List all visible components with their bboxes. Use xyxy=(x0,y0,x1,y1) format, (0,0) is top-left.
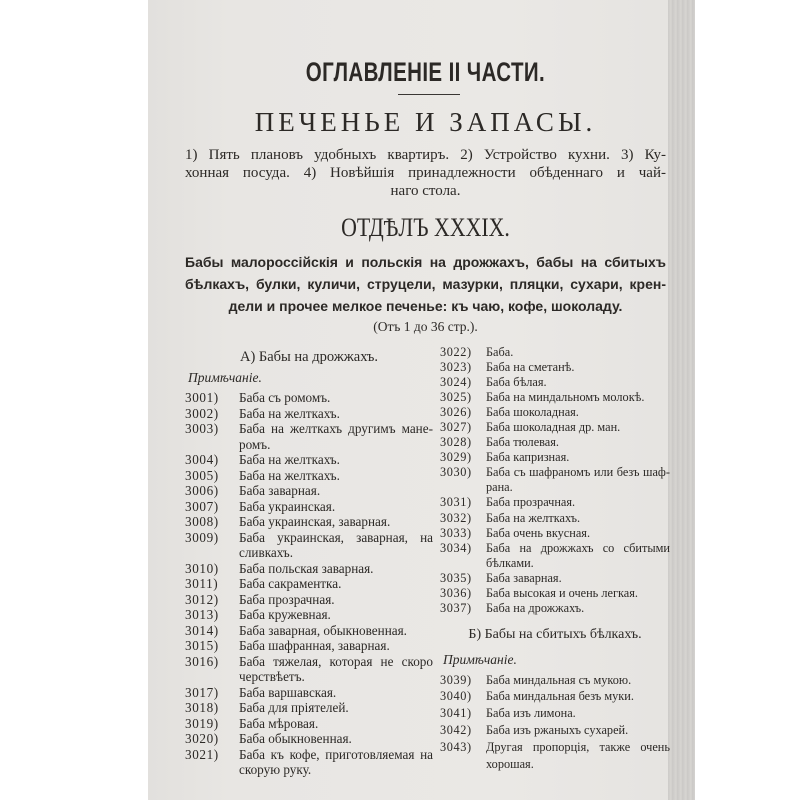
entry-number: 3001) xyxy=(185,390,219,405)
entry-number: 3012) xyxy=(185,591,219,607)
toc-entry xyxy=(440,465,670,480)
entry-number: 3014) xyxy=(185,622,219,638)
toc-entry xyxy=(440,420,670,435)
part-subtitle: ПЕЧЕНЬЕ И ЗАПАСЫ. xyxy=(254,107,597,137)
entry-number: 3043) xyxy=(440,739,472,754)
entry-number: 3028) xyxy=(440,435,472,450)
toc-entry xyxy=(440,739,670,756)
entry-title: Баба мѣровая. xyxy=(239,715,319,731)
description-line: дели и прочее мелкое печенье: къ чаю, кофе, шоколаду. xyxy=(228,298,623,314)
entry-number: 3035) xyxy=(440,570,472,585)
left-column-note: Примѣчаніе. xyxy=(188,370,262,385)
toc-entry xyxy=(440,601,670,616)
toc-entry xyxy=(440,688,670,705)
entry-title: Баба. xyxy=(486,344,514,359)
toc-entry xyxy=(185,452,433,468)
entry-number: 3004) xyxy=(185,452,219,467)
entry-title: Баба польская заварная. xyxy=(239,560,374,576)
toc-entry xyxy=(185,390,433,406)
description-line: Бабы малороссійскія и польскія на дрожжахъ, бабы на сбитыхъ xyxy=(185,254,666,270)
entry-number: 3030) xyxy=(440,465,472,480)
right-subsection-note: Примѣчаніе. xyxy=(443,652,517,667)
entry-title: Баба обыкновенная. xyxy=(239,731,352,746)
entry-title: Баба на желткахъ. xyxy=(239,405,340,421)
entry-title: Баба шоколадная др. ман. xyxy=(486,419,621,434)
right-subsection-heading: Б) Бабы на сбитыхъ бѣлкахъ. xyxy=(468,627,642,642)
entry-number: 3010) xyxy=(185,560,219,576)
entry-title: Баба на сметанѣ. xyxy=(486,359,575,374)
entry-number: 3005) xyxy=(185,467,219,483)
toc-entry xyxy=(440,541,670,556)
entry-number: 3002) xyxy=(185,405,219,421)
entry-number: 3040) xyxy=(440,689,472,704)
toc-entry xyxy=(185,514,433,530)
entry-title: Баба украинская, заварная. xyxy=(239,514,391,529)
toc-entry xyxy=(185,685,433,701)
toc-entry xyxy=(440,435,670,450)
entry-title: Баба изъ ржаныхъ сухарей. xyxy=(486,722,629,737)
intro-line: наго стола. xyxy=(390,183,461,199)
toc-entry xyxy=(185,654,433,670)
page-range: (Отъ 1 до 36 стр.). xyxy=(373,319,478,334)
adjacent-pages-edge xyxy=(668,0,695,800)
entry-title: Баба бѣлая. xyxy=(486,374,547,389)
toc-entry xyxy=(185,638,433,654)
title-rule xyxy=(398,94,460,95)
contents-title: ОГЛАВЛЕНІЕ II ЧАСТИ. xyxy=(305,57,546,87)
entry-title: Баба съ шафраномъ или безъ шаф- xyxy=(486,465,670,480)
right-subsection-entries xyxy=(440,672,670,773)
entry-title: Баба миндальная безъ муки. xyxy=(486,689,634,704)
entry-title-continuation: сливкахъ. xyxy=(239,545,293,560)
entry-title-continuation: рана. xyxy=(486,480,513,495)
toc-entry xyxy=(185,700,433,716)
entry-number: 3022) xyxy=(440,344,472,359)
entry-title-continuation: хорошая. xyxy=(486,756,534,771)
entry-title: Баба высокая и очень легкая. xyxy=(486,586,638,600)
entry-number: 3029) xyxy=(440,450,472,465)
entry-title: Баба очень вкусная. xyxy=(486,525,591,540)
toc-entry xyxy=(185,576,433,592)
section-heading-block xyxy=(185,212,666,248)
entry-title: Баба тюлевая. xyxy=(486,435,559,450)
left-column-entries xyxy=(185,390,433,778)
entry-title: Баба для пріятелей. xyxy=(239,700,349,715)
left-column-heading: А) Бабы на дрожжахъ. xyxy=(239,349,379,365)
entry-title: Баба кружевная. xyxy=(239,607,331,622)
entry-number: 3003) xyxy=(185,421,219,436)
toc-entry xyxy=(185,421,433,437)
toc-entry xyxy=(440,672,670,689)
entry-title: Баба на желткахъ. xyxy=(239,467,340,483)
entry-number: 3034) xyxy=(440,540,472,555)
entry-number: 3027) xyxy=(440,419,472,434)
entry-title: Баба на дрожжахъ со сбитыми xyxy=(486,540,670,555)
description-line: бѣлкахъ, булки, куличи, струцели, мазурки, пляцки, сухари, крен- xyxy=(185,276,666,292)
toc-entry xyxy=(185,468,433,484)
entry-number: 3017) xyxy=(185,684,219,700)
entry-number: 3041) xyxy=(440,706,472,721)
section-description xyxy=(185,251,666,317)
entry-number: 3042) xyxy=(440,722,472,737)
entry-number: 3016) xyxy=(185,653,219,669)
entry-title: Баба сакраментка. xyxy=(239,576,342,591)
entry-title: Баба прозрачная. xyxy=(239,591,335,607)
entry-title: Баба на желткахъ. xyxy=(239,452,340,467)
toc-entry xyxy=(440,405,670,420)
entry-title: Баба изъ лимона. xyxy=(486,706,576,721)
entry-number: 3015) xyxy=(185,638,219,653)
entry-title: Баба шафранная, заварная. xyxy=(239,638,390,653)
toc-entry xyxy=(185,530,433,546)
entry-title: Баба тяжелая, которая не скоро xyxy=(239,653,433,669)
right-column-entries xyxy=(440,345,670,617)
entry-title: Баба заварная. xyxy=(486,570,562,585)
intro-line: 1) Пять плановъ удобныхъ квартиръ. 2) Устройство кухни. 3) Ку- xyxy=(185,147,666,163)
entry-number: 3032) xyxy=(440,510,472,525)
toc-entry xyxy=(440,586,670,601)
entry-title: Другая пропорція, также очень xyxy=(486,739,670,754)
entry-number: 3013) xyxy=(185,607,219,622)
entry-title: Баба заварная, обыкновенная. xyxy=(239,622,407,638)
entry-number: 3018) xyxy=(185,700,219,715)
entry-number: 3037) xyxy=(440,601,472,616)
toc-entry xyxy=(185,607,433,623)
entry-title-continuation: черствѣетъ. xyxy=(239,669,305,684)
toc-entry xyxy=(440,375,670,390)
toc-entry xyxy=(440,571,670,586)
entry-number: 3020) xyxy=(185,731,219,746)
entry-number: 3008) xyxy=(185,514,219,529)
toc-entry xyxy=(440,495,670,510)
entry-number: 3009) xyxy=(185,529,219,545)
entry-title-continuation: бѣлками. xyxy=(486,555,534,570)
toc-entry xyxy=(440,705,670,722)
entry-title: Баба заварная. xyxy=(239,483,321,498)
toc-entry xyxy=(440,511,670,526)
entry-title: Баба на желткахъ. xyxy=(486,510,581,525)
toc-entry xyxy=(185,716,433,732)
entry-title: Баба украинская, заварная, на xyxy=(239,529,433,545)
entry-number: 3033) xyxy=(440,525,472,540)
toc-entry xyxy=(440,345,670,360)
entry-title: Баба украинская. xyxy=(239,498,336,514)
toc-entry xyxy=(440,360,670,375)
entry-title-continuation: ромъ. xyxy=(239,436,271,452)
toc-entry xyxy=(185,731,433,747)
entry-number: 3036) xyxy=(440,586,472,600)
toc-entry xyxy=(185,499,433,515)
entry-title-continuation: скорую руку. xyxy=(239,762,312,777)
toc-entry xyxy=(440,450,670,465)
entry-title: Баба къ кофе, приготовляемая на xyxy=(239,746,433,762)
entry-number: 3031) xyxy=(440,495,472,510)
intro-paragraph xyxy=(185,146,666,200)
entry-number: 3019) xyxy=(185,715,219,731)
toc-entry xyxy=(185,561,433,577)
intro-line: хонная посуда. 4) Новѣйшія принадлежности обѣденнаго и чай- xyxy=(185,165,666,181)
toc-entry xyxy=(185,406,433,422)
entry-title: Баба на миндальномъ молокѣ. xyxy=(486,389,645,404)
toc-entry xyxy=(185,623,433,639)
entry-title: Баба на дрожжахъ. xyxy=(486,601,585,616)
entry-title: Баба прозрачная. xyxy=(486,495,576,510)
contents-title-block xyxy=(185,56,666,93)
section-heading: ОТДѢЛЪ XXXIX. xyxy=(341,213,510,242)
entry-title: Баба шоколадная. xyxy=(486,404,579,419)
entry-title: Баба варшавская. xyxy=(239,684,337,700)
entry-title: Баба на желткахъ другимъ мане- xyxy=(239,421,433,436)
entry-number: 3026) xyxy=(440,404,472,419)
entry-title: Баба капризная. xyxy=(486,450,570,465)
entry-number: 3007) xyxy=(185,498,219,514)
entry-title: Баба съ ромомъ. xyxy=(239,390,331,405)
entry-number: 3011) xyxy=(185,576,219,591)
entry-number: 3039) xyxy=(440,672,472,687)
entry-number: 3024) xyxy=(440,374,472,389)
toc-entry xyxy=(440,526,670,541)
entry-number: 3021) xyxy=(185,746,219,762)
entry-number: 3006) xyxy=(185,483,219,498)
toc-entry xyxy=(440,722,670,739)
toc-entry xyxy=(440,390,670,405)
entry-title: Баба миндальная съ мукою. xyxy=(486,672,632,687)
entry-number: 3025) xyxy=(440,389,472,404)
entry-number: 3023) xyxy=(440,359,472,374)
toc-entry xyxy=(185,483,433,499)
toc-entry xyxy=(185,592,433,608)
toc-entry xyxy=(185,747,433,763)
